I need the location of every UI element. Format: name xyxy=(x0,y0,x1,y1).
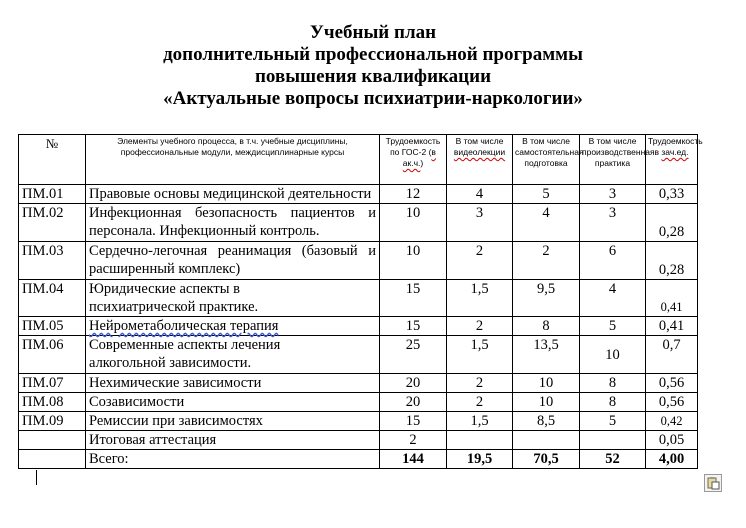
row-self-study: 10 xyxy=(513,393,580,412)
row-practice: 3 xyxy=(580,204,646,242)
paste-options-icon[interactable] xyxy=(704,474,722,492)
row-code: ПМ.03 xyxy=(19,242,86,280)
row-name: Инфекционная безопасность пациентов и персонала. Инфекционный контроль. xyxy=(86,204,380,242)
row-self-study xyxy=(513,431,580,450)
total-credits: 4,00 xyxy=(646,450,698,469)
row-lectures xyxy=(447,431,513,450)
header-hours: Трудоемкость по ГОС-2 (в ак.ч.) xyxy=(380,135,447,185)
header-credits: Трудоемкость в зач.ед. xyxy=(646,135,698,185)
row-credits: 0,41 xyxy=(646,317,698,336)
table-header-row xyxy=(19,135,698,185)
row-hours: 20 xyxy=(380,374,447,393)
row-name: Нейрометаболическая терапия xyxy=(86,317,380,336)
row-self-study: 2 xyxy=(513,242,580,280)
curriculum-table xyxy=(18,134,703,469)
row-name: Юридические аспекты в психиатрической практике. xyxy=(86,280,380,317)
table-row xyxy=(19,317,698,336)
row-hours: 15 xyxy=(380,280,447,317)
row-code: ПМ.08 xyxy=(19,393,86,412)
row-code: ПМ.01 xyxy=(19,185,86,204)
row-practice: 6 xyxy=(580,242,646,280)
row-lectures: 2 xyxy=(447,393,513,412)
row-practice: 8 xyxy=(580,393,646,412)
table-row xyxy=(19,336,698,374)
total-practice: 52 xyxy=(580,450,646,469)
row-credits: 0,42 xyxy=(646,412,698,431)
row-lectures: 2 xyxy=(447,317,513,336)
row-credits: 0,56 xyxy=(646,374,698,393)
row-practice: 4 xyxy=(580,280,646,317)
row-credits: 0,41 xyxy=(646,280,698,317)
row-code: ПМ.02 xyxy=(19,204,86,242)
row-self-study: 10 xyxy=(513,374,580,393)
row-name: Ремиссии при зависимостях xyxy=(86,412,380,431)
total-self-study: 70,5 xyxy=(513,450,580,469)
title-line-3: повышения квалификации xyxy=(254,66,492,87)
row-self-study: 8 xyxy=(513,317,580,336)
text-cursor xyxy=(36,470,37,485)
row-lectures: 2 xyxy=(447,374,513,393)
row-hours: 25 xyxy=(380,336,447,374)
total-lectures: 19,5 xyxy=(447,450,513,469)
header-self-study: В том числе самостоятельная подготовка xyxy=(513,135,580,185)
row-self-study: 4 xyxy=(513,204,580,242)
row-practice: 5 xyxy=(580,317,646,336)
row-lectures: 3 xyxy=(447,204,513,242)
total-code xyxy=(19,450,86,469)
row-practice: 8 xyxy=(580,374,646,393)
total-hours: 144 xyxy=(380,450,447,469)
table-row xyxy=(19,185,698,204)
row-hours: 2 xyxy=(380,431,447,450)
header-lectures: В том числе видеолекции xyxy=(447,135,513,185)
row-name: Итоговая аттестация xyxy=(86,431,380,450)
row-lectures: 1,5 xyxy=(447,336,513,374)
row-hours: 15 xyxy=(380,317,447,336)
row-name: Правовые основы медицинской деятельности xyxy=(86,185,380,204)
row-code: ПМ.07 xyxy=(19,374,86,393)
total-label: Всего: xyxy=(86,450,380,469)
row-code: ПМ.04 xyxy=(19,280,86,317)
row-credits: 0,56 xyxy=(646,393,698,412)
row-hours: 15 xyxy=(380,412,447,431)
header-elements: Элементы учебного процесса, в т.ч. учебные дисциплины, профессиональные модули, междисциплинарные курсы xyxy=(86,135,380,185)
table-row xyxy=(19,374,698,393)
row-lectures: 1,5 xyxy=(447,412,513,431)
title-line-2: дополнительный профессиональной программы xyxy=(163,44,583,65)
row-credits: 0,7 xyxy=(646,336,698,374)
row-lectures: 1,5 xyxy=(447,280,513,317)
row-code: ПМ.06 xyxy=(19,336,86,374)
row-practice: 10 xyxy=(580,336,646,374)
document-title xyxy=(0,22,746,110)
header-practice: В том числе производственная практика xyxy=(580,135,646,185)
row-self-study: 13,5 xyxy=(513,336,580,374)
row-self-study: 8,5 xyxy=(513,412,580,431)
row-name: Современные аспекты лечения алкогольной зависимости. xyxy=(86,336,380,374)
row-code xyxy=(19,431,86,450)
row-self-study: 9,5 xyxy=(513,280,580,317)
row-practice: 5 xyxy=(580,412,646,431)
table-row xyxy=(19,280,698,317)
row-name: Созависимости xyxy=(86,393,380,412)
title-line-1: Учебный план xyxy=(309,22,437,43)
row-hours: 10 xyxy=(380,204,447,242)
total-row xyxy=(19,450,698,469)
table-row xyxy=(19,242,698,280)
row-self-study: 5 xyxy=(513,185,580,204)
row-hours: 20 xyxy=(380,393,447,412)
table-row xyxy=(19,204,698,242)
row-credits: 0,33 xyxy=(646,185,698,204)
row-practice xyxy=(580,431,646,450)
table-row xyxy=(19,412,698,431)
row-credits: 0,28 xyxy=(646,204,698,242)
row-name: Нехимические зависимости xyxy=(86,374,380,393)
row-code: ПМ.05 xyxy=(19,317,86,336)
header-number: № xyxy=(19,135,86,185)
table-row xyxy=(19,393,698,412)
row-credits: 0,28 xyxy=(646,242,698,280)
row-hours: 10 xyxy=(380,242,447,280)
title-line-4: «Актуальные вопросы психиатрии-наркологии» xyxy=(163,88,583,109)
row-lectures: 2 xyxy=(447,242,513,280)
row-credits: 0,05 xyxy=(646,431,698,450)
row-name: Сердечно-легочная реанимация (базовый и расширенный комплекс) xyxy=(86,242,380,280)
row-practice: 3 xyxy=(580,185,646,204)
row-hours: 12 xyxy=(380,185,447,204)
row-code: ПМ.09 xyxy=(19,412,86,431)
table-row xyxy=(19,431,698,450)
row-lectures: 4 xyxy=(447,185,513,204)
